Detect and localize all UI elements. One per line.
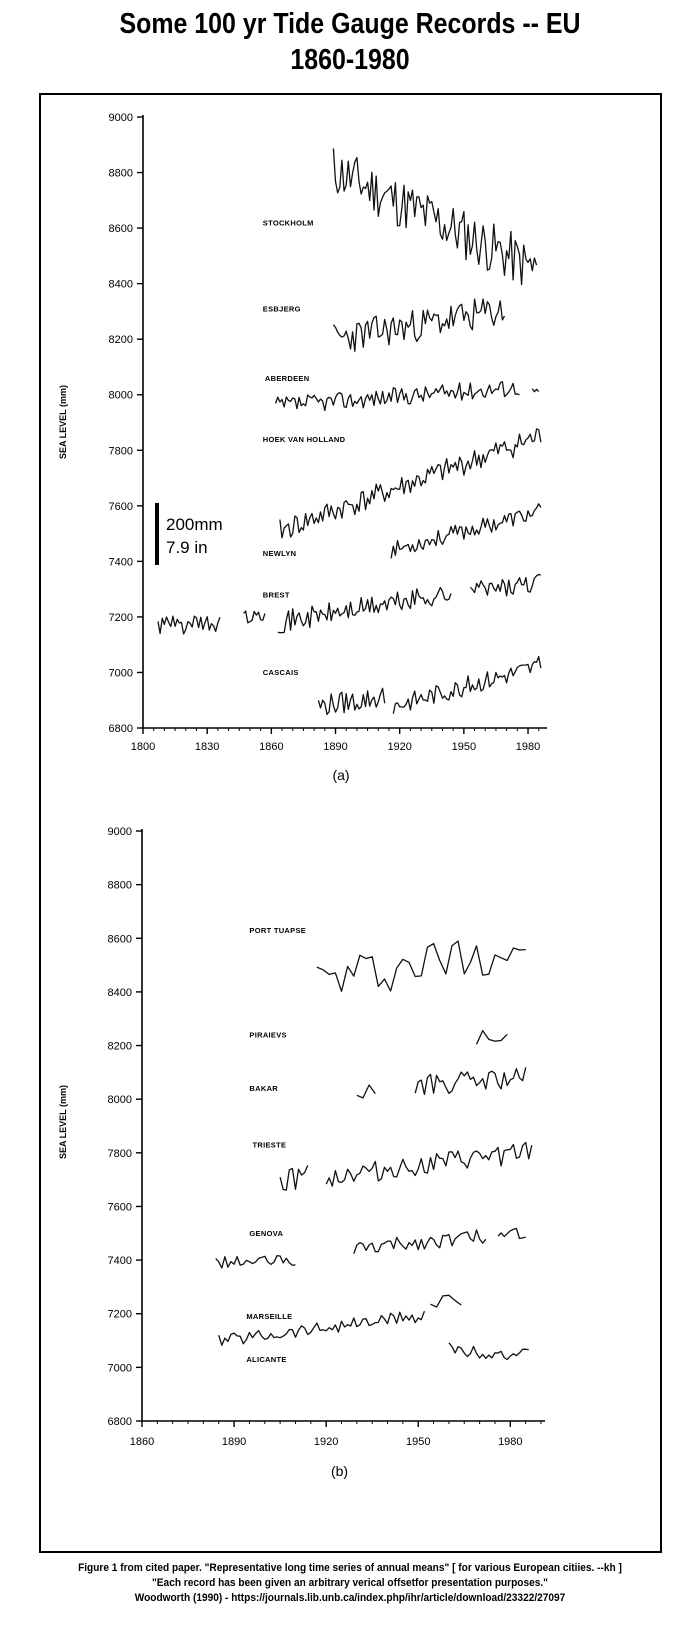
figure-title-line1: Some 100 yr Tide Gauge Records -- EU [119, 8, 581, 40]
series-label: CASCAIS [262, 668, 299, 678]
y-tick-label: 8400 [108, 278, 133, 291]
series-genova [216, 1228, 526, 1268]
series-label: NEWLYN [262, 548, 297, 558]
series-line [244, 611, 265, 623]
series-cascais [263, 657, 541, 715]
y-tick-label: 8600 [107, 933, 132, 946]
scale-bar [155, 503, 223, 565]
series-line [318, 688, 384, 714]
series-line [532, 389, 538, 392]
y-tick-label: 8200 [107, 1040, 132, 1053]
series-alicante [246, 1343, 528, 1364]
y-tick-label: 8600 [108, 223, 133, 236]
series-brest [158, 574, 541, 634]
series-label: MARSEILLE [246, 1312, 293, 1322]
x-tick-label: 1830 [194, 741, 220, 753]
panel-label: (b) [330, 1463, 349, 1479]
series-label: ABERDEEN [264, 373, 310, 383]
series-piraievs [249, 1031, 507, 1045]
y-tick-label: 7400 [107, 1255, 132, 1268]
y-tick-label: 8000 [108, 389, 133, 402]
series-marseille [219, 1295, 462, 1345]
series-label: ALICANTE [246, 1355, 287, 1364]
series-line [276, 382, 520, 411]
series-stockholm [263, 148, 537, 284]
series-line [158, 616, 220, 634]
series-line [391, 504, 541, 559]
y-axis-title: SEA LEVEL (mm) [58, 1084, 68, 1160]
x-tick-label: 1890 [221, 1436, 247, 1448]
x-tick-label: 1890 [323, 741, 348, 753]
x-tick-label: 1920 [387, 741, 412, 753]
series-esbjerg [263, 299, 505, 351]
panel-b [58, 826, 545, 1479]
series-line [326, 1143, 532, 1187]
series-line [280, 1165, 308, 1190]
series-label: ESBJERG [262, 304, 301, 314]
series-line [431, 1295, 462, 1307]
series-label: BREST [262, 590, 290, 600]
y-tick-label: 8200 [108, 334, 133, 347]
y-tick-label: 9000 [107, 826, 132, 838]
series-label: GENOVA [249, 1228, 284, 1238]
y-tick-label: 9000 [108, 112, 133, 124]
y-tick-label: 7200 [107, 1308, 132, 1321]
y-tick-label: 7000 [108, 667, 133, 680]
series-line [477, 1031, 508, 1045]
y-tick-label: 6800 [107, 1416, 132, 1428]
scale-bar-line [155, 503, 159, 565]
panel-a [58, 112, 547, 783]
x-tick-label: 1920 [313, 1436, 339, 1448]
panel-label: (a) [332, 767, 350, 783]
series-line [415, 1067, 526, 1094]
series-line [449, 1343, 529, 1360]
series-hoek-van-holland [263, 429, 541, 538]
y-tick-label: 8800 [107, 879, 132, 892]
series-line [357, 1085, 376, 1098]
x-tick-label: 1950 [451, 741, 477, 753]
y-tick-label: 7400 [108, 556, 133, 569]
scale-bar-label-mm: 200mm [166, 515, 223, 534]
series-trieste [252, 1140, 531, 1190]
series-line [354, 1230, 486, 1254]
series-line [280, 429, 541, 538]
series-newlyn [263, 504, 541, 559]
x-tick-label: 1860 [129, 1436, 155, 1448]
series-label: PORT TUAPSE [249, 925, 307, 935]
y-tick-label: 7800 [107, 1147, 132, 1160]
series-line [278, 588, 451, 633]
series-label: STOCKHOLM [262, 218, 314, 228]
series-port-tuapse [249, 926, 525, 991]
y-tick-label: 7200 [108, 611, 133, 624]
x-tick-label: 1800 [130, 741, 156, 753]
y-axis-title: SEA LEVEL (mm) [58, 384, 68, 460]
y-tick-label: 7800 [108, 445, 133, 458]
series-line [333, 299, 504, 351]
series-bakar [249, 1067, 525, 1098]
y-tick-label: 8800 [108, 167, 133, 180]
series-label: HOEK VAN HOLLAND [262, 434, 346, 444]
x-tick-label: 1980 [515, 741, 541, 753]
series-line [498, 1228, 526, 1238]
x-tick-label: 1950 [405, 1436, 431, 1448]
series-label: BAKAR [249, 1084, 279, 1094]
x-tick-label: 1860 [259, 741, 284, 753]
series-line [470, 574, 541, 596]
x-tick-label: 1980 [498, 1436, 523, 1448]
y-tick-label: 8000 [107, 1094, 132, 1107]
y-tick-label: 6800 [108, 723, 133, 735]
series-line [317, 941, 526, 991]
series-line [216, 1256, 296, 1268]
y-tick-label: 8400 [107, 986, 132, 999]
y-tick-label: 7600 [108, 500, 133, 513]
caption-line3: Woodworth (1990) - https://journals.lib.unb.ca/index.php/ihr/article/download/23322/27097 [134, 1592, 566, 1604]
series-aberdeen [265, 374, 539, 411]
figure-title-line2: 1860-1980 [290, 44, 410, 76]
scale-bar-label-in: 7.9 in [166, 538, 208, 557]
series-line [333, 148, 536, 284]
y-tick-label: 7600 [107, 1201, 132, 1214]
caption-line2: "Each record has been given an arbitrary verical offsetfor presentation purposes." [152, 1577, 548, 1589]
caption-line1: Figure 1 from cited paper. "Representative long time series of annual means" [ for various European citiies. --kh ] [78, 1562, 622, 1574]
y-tick-label: 7000 [107, 1362, 132, 1375]
series-label: TRIESTE [252, 1140, 287, 1150]
series-label: PIRAIEVS [249, 1030, 287, 1040]
series-line [393, 657, 541, 714]
